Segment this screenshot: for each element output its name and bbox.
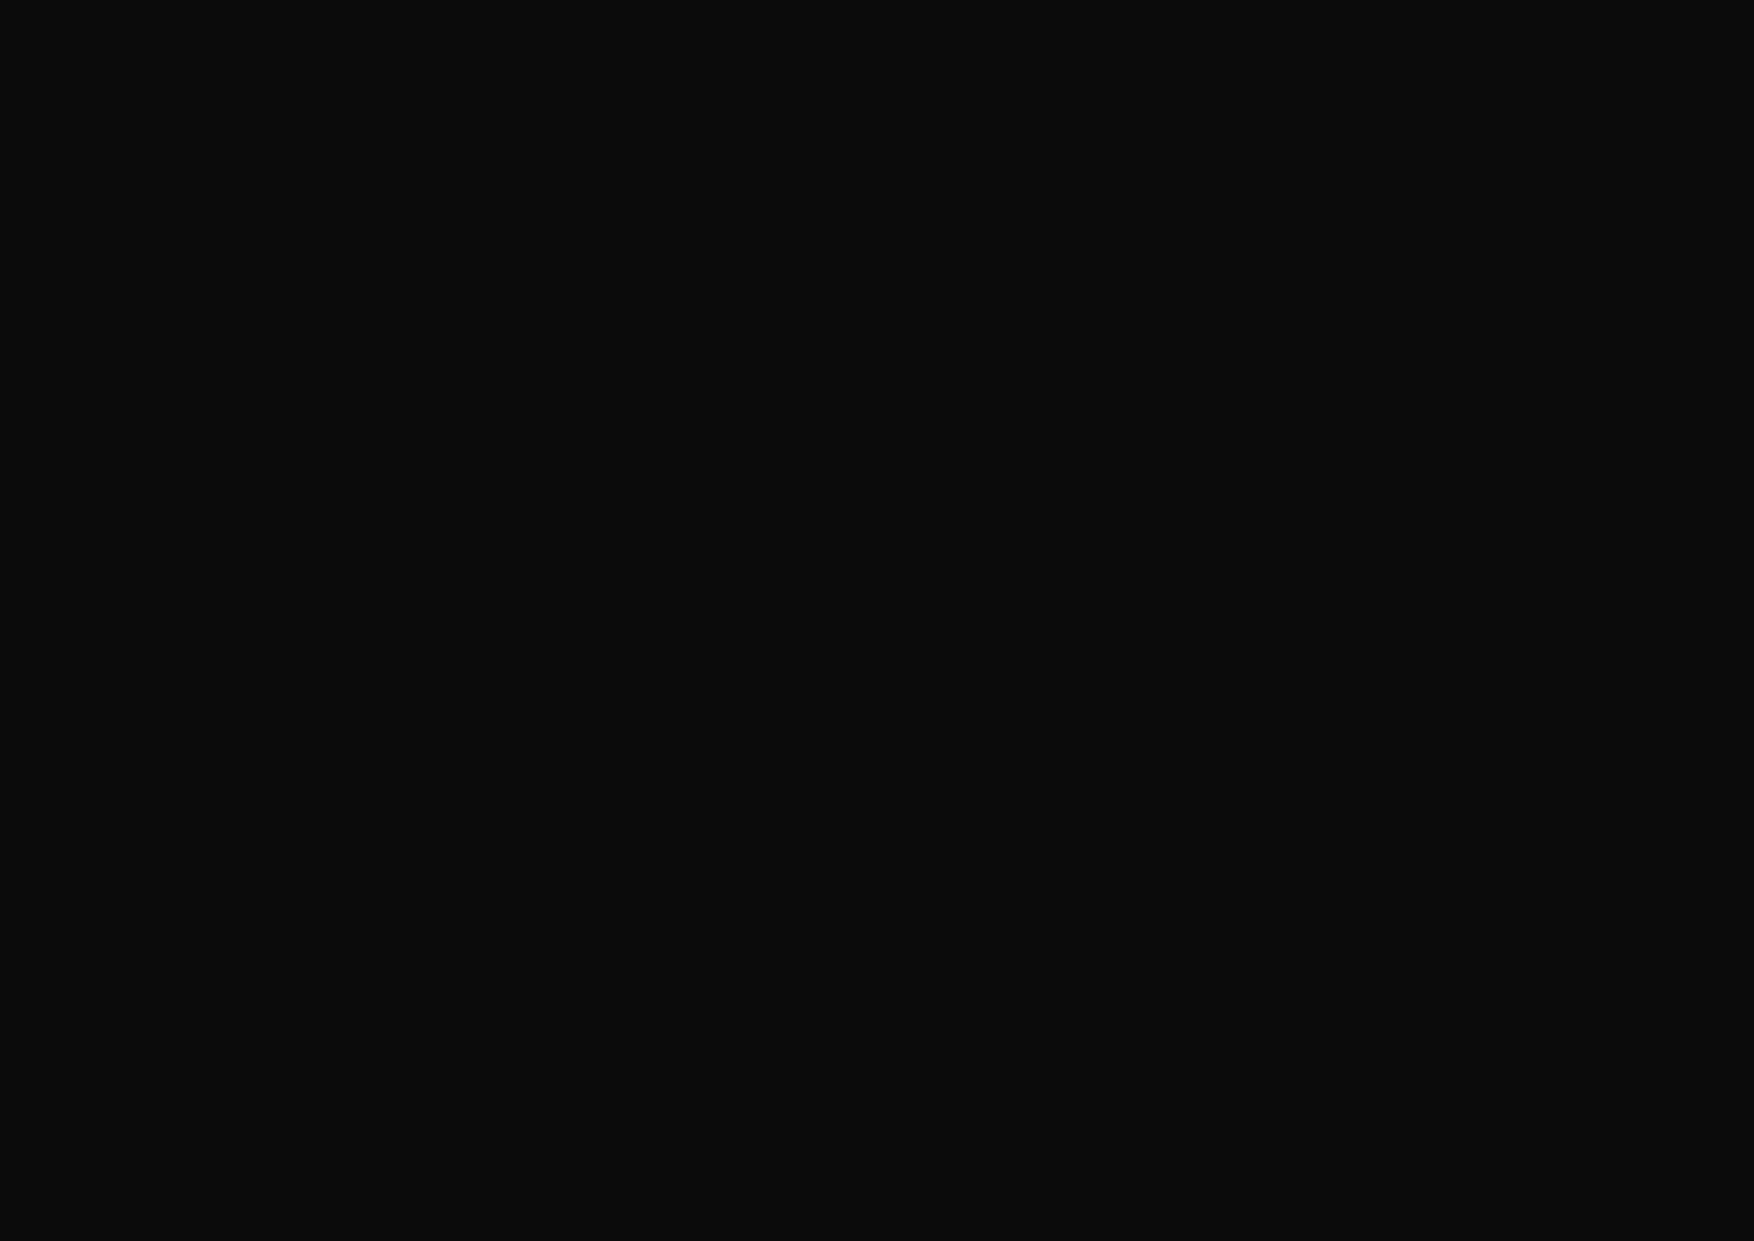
explanation-note [1158, 48, 1688, 74]
